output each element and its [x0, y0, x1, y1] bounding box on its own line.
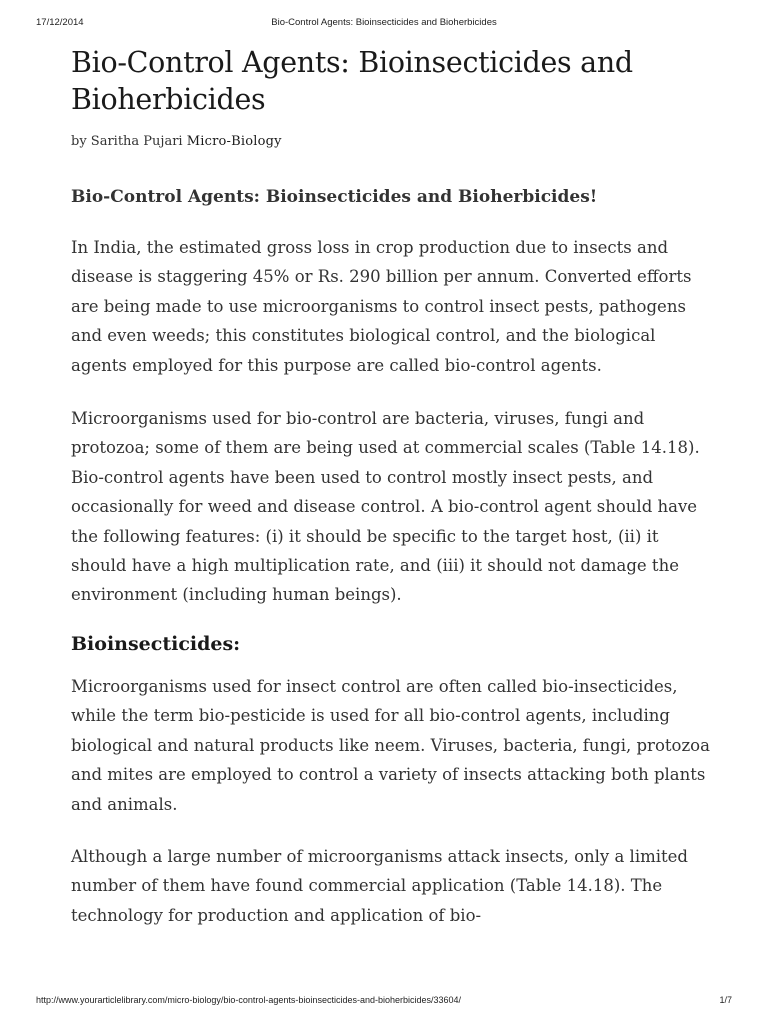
article-subtitle: Bio-Control Agents: Bioinsecticides and Bioherbicides! [71, 187, 598, 207]
page-number: 1/7 [719, 995, 732, 1005]
article [71, 44, 711, 930]
article-title: Bio-Control Agents: Bioinsecticides and Bioherbicides [71, 46, 633, 116]
paragraph-3: Microorganisms used for insect control are often called bio-insecticides, while the term bio-pesticide is used for all bio-control agents, including biological and natural products like neem. Viruses, bacteria, fungi, protozoa and mites are employed to control a variety of insects attacking both plants and animals. [71, 676, 710, 814]
paragraph-2: Microorganisms used for bio-control are bacteria, viruses, fungi and protozoa; some of them are being used at commercial scales (Table 14.18). Bio-control agents have been used to control mostly insect pests, and occasionally for weed and disease control. A bio-control agent should have the following features: (i) it should be specific to the target host, (ii) it should have a high multiplication rate, and (iii) it should not damage the environment (including human beings). [71, 409, 700, 605]
print-header [36, 17, 732, 31]
print-date: 17/12/2014 [36, 17, 84, 28]
byline-author: by Saritha Pujari [71, 134, 183, 149]
print-page-title: Bio-Control Agents: Bioinsecticides and Bioherbicides [271, 17, 497, 28]
section-heading-bioinsecticides: Bioinsecticides: [71, 632, 241, 655]
print-footer [36, 995, 732, 1009]
source-url: http://www.yourarticlelibrary.com/micro-biology/bio-control-agents-bioinsecticides-and-bioherbicides/33604/ [36, 995, 462, 1005]
byline [71, 132, 711, 152]
byline-category-link[interactable]: Micro-Biology [186, 134, 282, 149]
paragraph-4: Although a large number of microorganisms attack insects, only a limited number of them have found commercial application (Table 14.18). The technology for production and application of bio- [71, 846, 688, 925]
paragraph-1: In India, the estimated gross loss in crop production due to insects and disease is staggering 45% or Rs. 290 billion per annum. Converted efforts are being made to use microorganisms to control insect pests, pathogens and even weeds; this constitutes biological control, and the biological agents employed for this purpose are called bio-control agents. [71, 238, 692, 375]
